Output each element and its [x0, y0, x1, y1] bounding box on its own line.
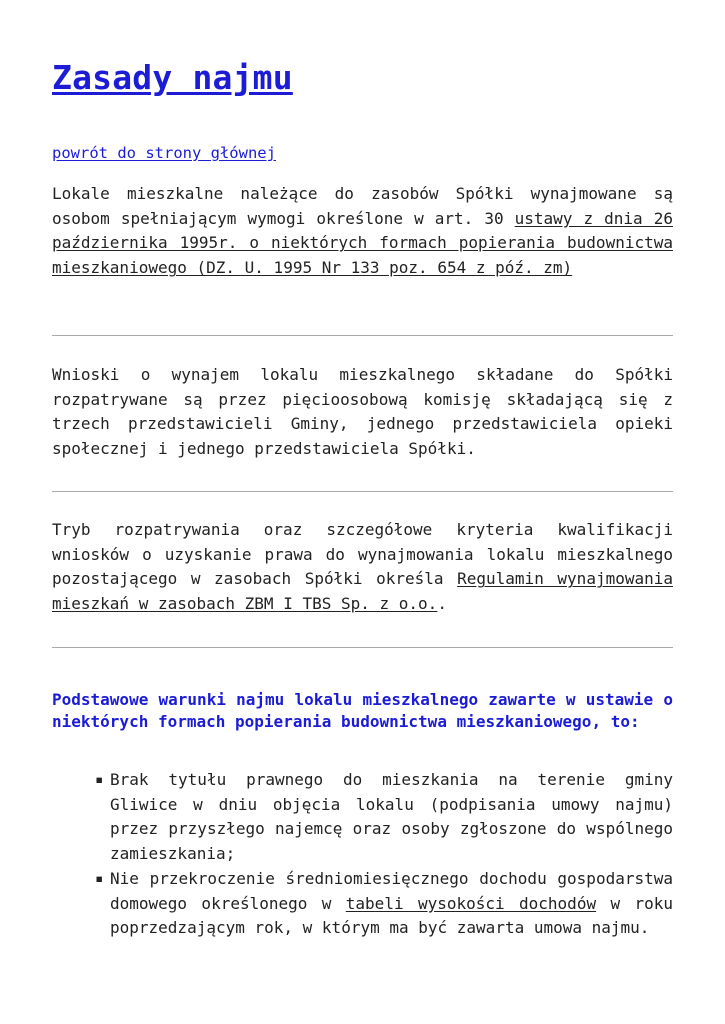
conditions-list: [95, 768, 674, 941]
list-item-text: Brak tytułu prawnego do mieszkania na terenie gminy Gliwice w dniu objęcia lokalu (podpisania umowy najmu) przez przyszłego najemcę oraz osoby zgłoszone do wspólnego zamieszkania;: [110, 770, 673, 864]
divider: [52, 335, 673, 336]
page-title-link[interactable]: Zasady najmu: [52, 58, 293, 97]
paragraph-tenancy-eligibility: [52, 182, 673, 281]
list-item: [95, 867, 674, 941]
list-item-text: Nie przekroczenie średniomiesięcznego dochodu gospodarstwa domowego określonego w: [110, 868, 673, 913]
paragraph-text-end: .: [437, 594, 447, 614]
divider: [52, 491, 673, 492]
list-item-text-end: w roku poprzedzającym rok, w którym ma być zawarta umowa najmu.: [110, 893, 674, 938]
page-title: [52, 56, 293, 100]
paragraph-commission: Wnioski o wynajem lokalu mieszkalnego składane do Spółki rozpatrywane są przez pięcioosobową komisję składającą się z trzech przedstawicieli Gminy, jednego przedstawiciela opieki społecznej i jednego przedstawiciela Spółki.: [52, 365, 673, 459]
bullet-icon: ▪: [95, 870, 104, 887]
act-link[interactable]: ustawy z dnia 26 października 1995r. o niektórych formach popierania budownictwa mieszkaniowego (DZ. U. 1995 Nr 133 poz. 654 z póź. zm): [52, 208, 674, 278]
regulations-link[interactable]: Regulamin wynajmowania mieszkań w zasobach ZBM I TBS Sp. z o.o.: [52, 569, 674, 614]
conditions-heading: Podstawowe warunki najmu lokalu mieszkalnego zawarte w ustawie o niektórych formach popierania budownictwa mieszkaniowego, to:: [52, 690, 673, 731]
paragraph-regulations: [52, 518, 673, 617]
paragraph-text: Tryb rozpatrywania oraz szczegółowe kryteria kwalifikacji wniosków o uzyskanie prawa do wynajmowania lokalu mieszkalnego pozostającego w zasobach Spółki określa: [52, 520, 673, 589]
paragraph-text: Lokale mieszkalne należące do zasobów Spółki wynajmowane są osobom spełniającym wymogi określone w art. 30: [52, 184, 673, 228]
list-item: [95, 768, 673, 867]
back-to-home-link[interactable]: powrót do strony głównej: [52, 144, 276, 162]
divider: [52, 647, 673, 648]
bullet-icon: ▪: [95, 772, 104, 788]
income-table-link[interactable]: tabeli wysokości dochodów: [345, 893, 597, 913]
